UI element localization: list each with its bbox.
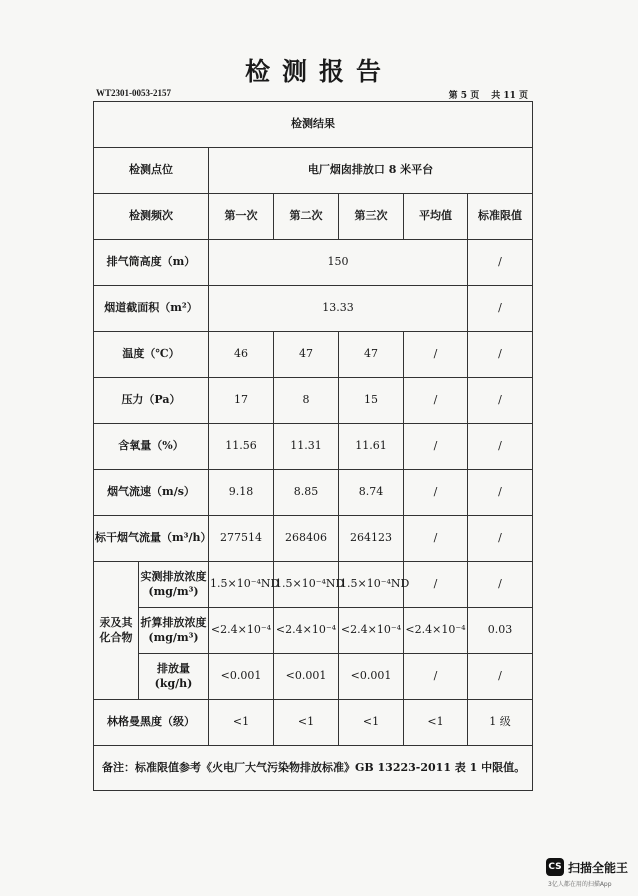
section-title: 检测结果 xyxy=(94,102,533,148)
remark-note: 备注：标准限值参考《火电厂大气污染物排放标准》GB 13223-2011 表 1 中限值。 xyxy=(94,746,533,791)
row-label: 含氧量（%） xyxy=(94,424,209,470)
cell-value: 150 xyxy=(209,240,468,286)
table-row xyxy=(94,516,533,562)
section-title-row xyxy=(94,102,533,148)
table-row xyxy=(94,700,533,746)
cell-value: / xyxy=(404,516,468,562)
cell-value: <1 xyxy=(404,700,468,746)
cell-value: 11.31 xyxy=(274,424,339,470)
cell-value: <2.4×10⁻⁴ xyxy=(404,608,468,654)
cell-value: / xyxy=(404,378,468,424)
cell-value: 264123 xyxy=(339,516,404,562)
cell-value: 1.5×10⁻⁴ND xyxy=(274,562,339,608)
cell-value: <2.4×10⁻⁴ xyxy=(274,608,339,654)
row-label: 温度（℃） xyxy=(94,332,209,378)
page-title: 检测报告 xyxy=(244,57,393,86)
cell-value: 8.85 xyxy=(274,470,339,516)
row-label: 压力（Pa） xyxy=(94,378,209,424)
cell-value: / xyxy=(468,654,533,700)
table-row xyxy=(94,286,533,332)
row-label: 烟气流速（m/s） xyxy=(94,470,209,516)
location-label: 检测点位 xyxy=(94,148,209,194)
cell-value: 11.56 xyxy=(209,424,274,470)
column-header: 第一次 xyxy=(209,194,274,240)
camscanner-logo-icon: CS xyxy=(546,858,564,876)
scanner-watermark xyxy=(546,858,632,890)
table-row xyxy=(94,378,533,424)
report-number: WT2301-0053-2157 xyxy=(96,88,171,98)
cell-value: <0.001 xyxy=(274,654,339,700)
cell-value: <1 xyxy=(209,700,274,746)
cell-value: / xyxy=(468,562,533,608)
cell-value: 11.61 xyxy=(339,424,404,470)
cell-value: 1.5×10⁻⁴ND xyxy=(209,562,274,608)
cell-value: <1 xyxy=(274,700,339,746)
cell-value: / xyxy=(404,424,468,470)
cell-value: / xyxy=(468,240,533,286)
cell-value: / xyxy=(468,516,533,562)
cell-value: 0.03 xyxy=(468,608,533,654)
cell-value: 8 xyxy=(274,378,339,424)
scanner-app-name: 扫描全能王 xyxy=(568,861,629,875)
cell-value: / xyxy=(404,562,468,608)
table-row xyxy=(94,424,533,470)
cell-value: / xyxy=(468,332,533,378)
cell-value: 46 xyxy=(209,332,274,378)
row-label: 标干烟气流量（m³/h） xyxy=(94,516,209,562)
results-table xyxy=(93,101,533,791)
cell-value: / xyxy=(468,424,533,470)
cell-value: <0.001 xyxy=(339,654,404,700)
cell-value: 13.33 xyxy=(209,286,468,332)
table-row xyxy=(94,562,533,608)
cell-value: <2.4×10⁻⁴ xyxy=(339,608,404,654)
row-label: 排气筒高度（m） xyxy=(94,240,209,286)
cell-value: 1 级 xyxy=(468,700,533,746)
note-row xyxy=(94,746,533,791)
row-label: 排放量(kg/h) xyxy=(139,654,209,700)
column-header: 平均值 xyxy=(404,194,468,240)
cell-value: 268406 xyxy=(274,516,339,562)
cell-value: / xyxy=(468,470,533,516)
cell-value: 15 xyxy=(339,378,404,424)
column-header: 第二次 xyxy=(274,194,339,240)
frequency-label: 检测频次 xyxy=(94,194,209,240)
scanner-tagline: 3亿人都在用的扫描App xyxy=(548,881,612,888)
table-row xyxy=(94,240,533,286)
cell-value: / xyxy=(404,654,468,700)
column-header: 第三次 xyxy=(339,194,404,240)
cell-value: / xyxy=(404,470,468,516)
column-header: 标准限值 xyxy=(468,194,533,240)
row-label: 烟道截面积（m²） xyxy=(94,286,209,332)
cell-value: <1 xyxy=(339,700,404,746)
page-indicator xyxy=(437,88,528,101)
row-label: 折算排放浓度(mg/m³) xyxy=(139,608,209,654)
cell-value: <2.4×10⁻⁴ xyxy=(209,608,274,654)
cell-value: 1.5×10⁻⁴ND xyxy=(339,562,404,608)
table-row xyxy=(94,654,533,700)
row-label: 实测排放浓度(mg/m³) xyxy=(139,562,209,608)
cell-value: 8.74 xyxy=(339,470,404,516)
cell-value: / xyxy=(468,378,533,424)
location-row xyxy=(94,148,533,194)
cell-value: <0.001 xyxy=(209,654,274,700)
table-row xyxy=(94,332,533,378)
cell-value: / xyxy=(404,332,468,378)
row-label: 林格曼黑度（级） xyxy=(94,700,209,746)
location-value: 电厂烟囱排放口 8 米平台 xyxy=(209,148,533,194)
cell-value: 277514 xyxy=(209,516,274,562)
cell-value: 17 xyxy=(209,378,274,424)
total-pages: 共 11 页 xyxy=(491,91,528,101)
frequency-header-row xyxy=(94,194,533,240)
table-row xyxy=(94,470,533,516)
cell-value: / xyxy=(468,286,533,332)
cell-value: 47 xyxy=(274,332,339,378)
cell-value: 47 xyxy=(339,332,404,378)
page-number: 第 5 页 xyxy=(448,91,480,101)
mercury-group-label: 汞及其化合物 xyxy=(94,562,139,700)
table-row xyxy=(94,608,533,654)
cell-value: 9.18 xyxy=(209,470,274,516)
